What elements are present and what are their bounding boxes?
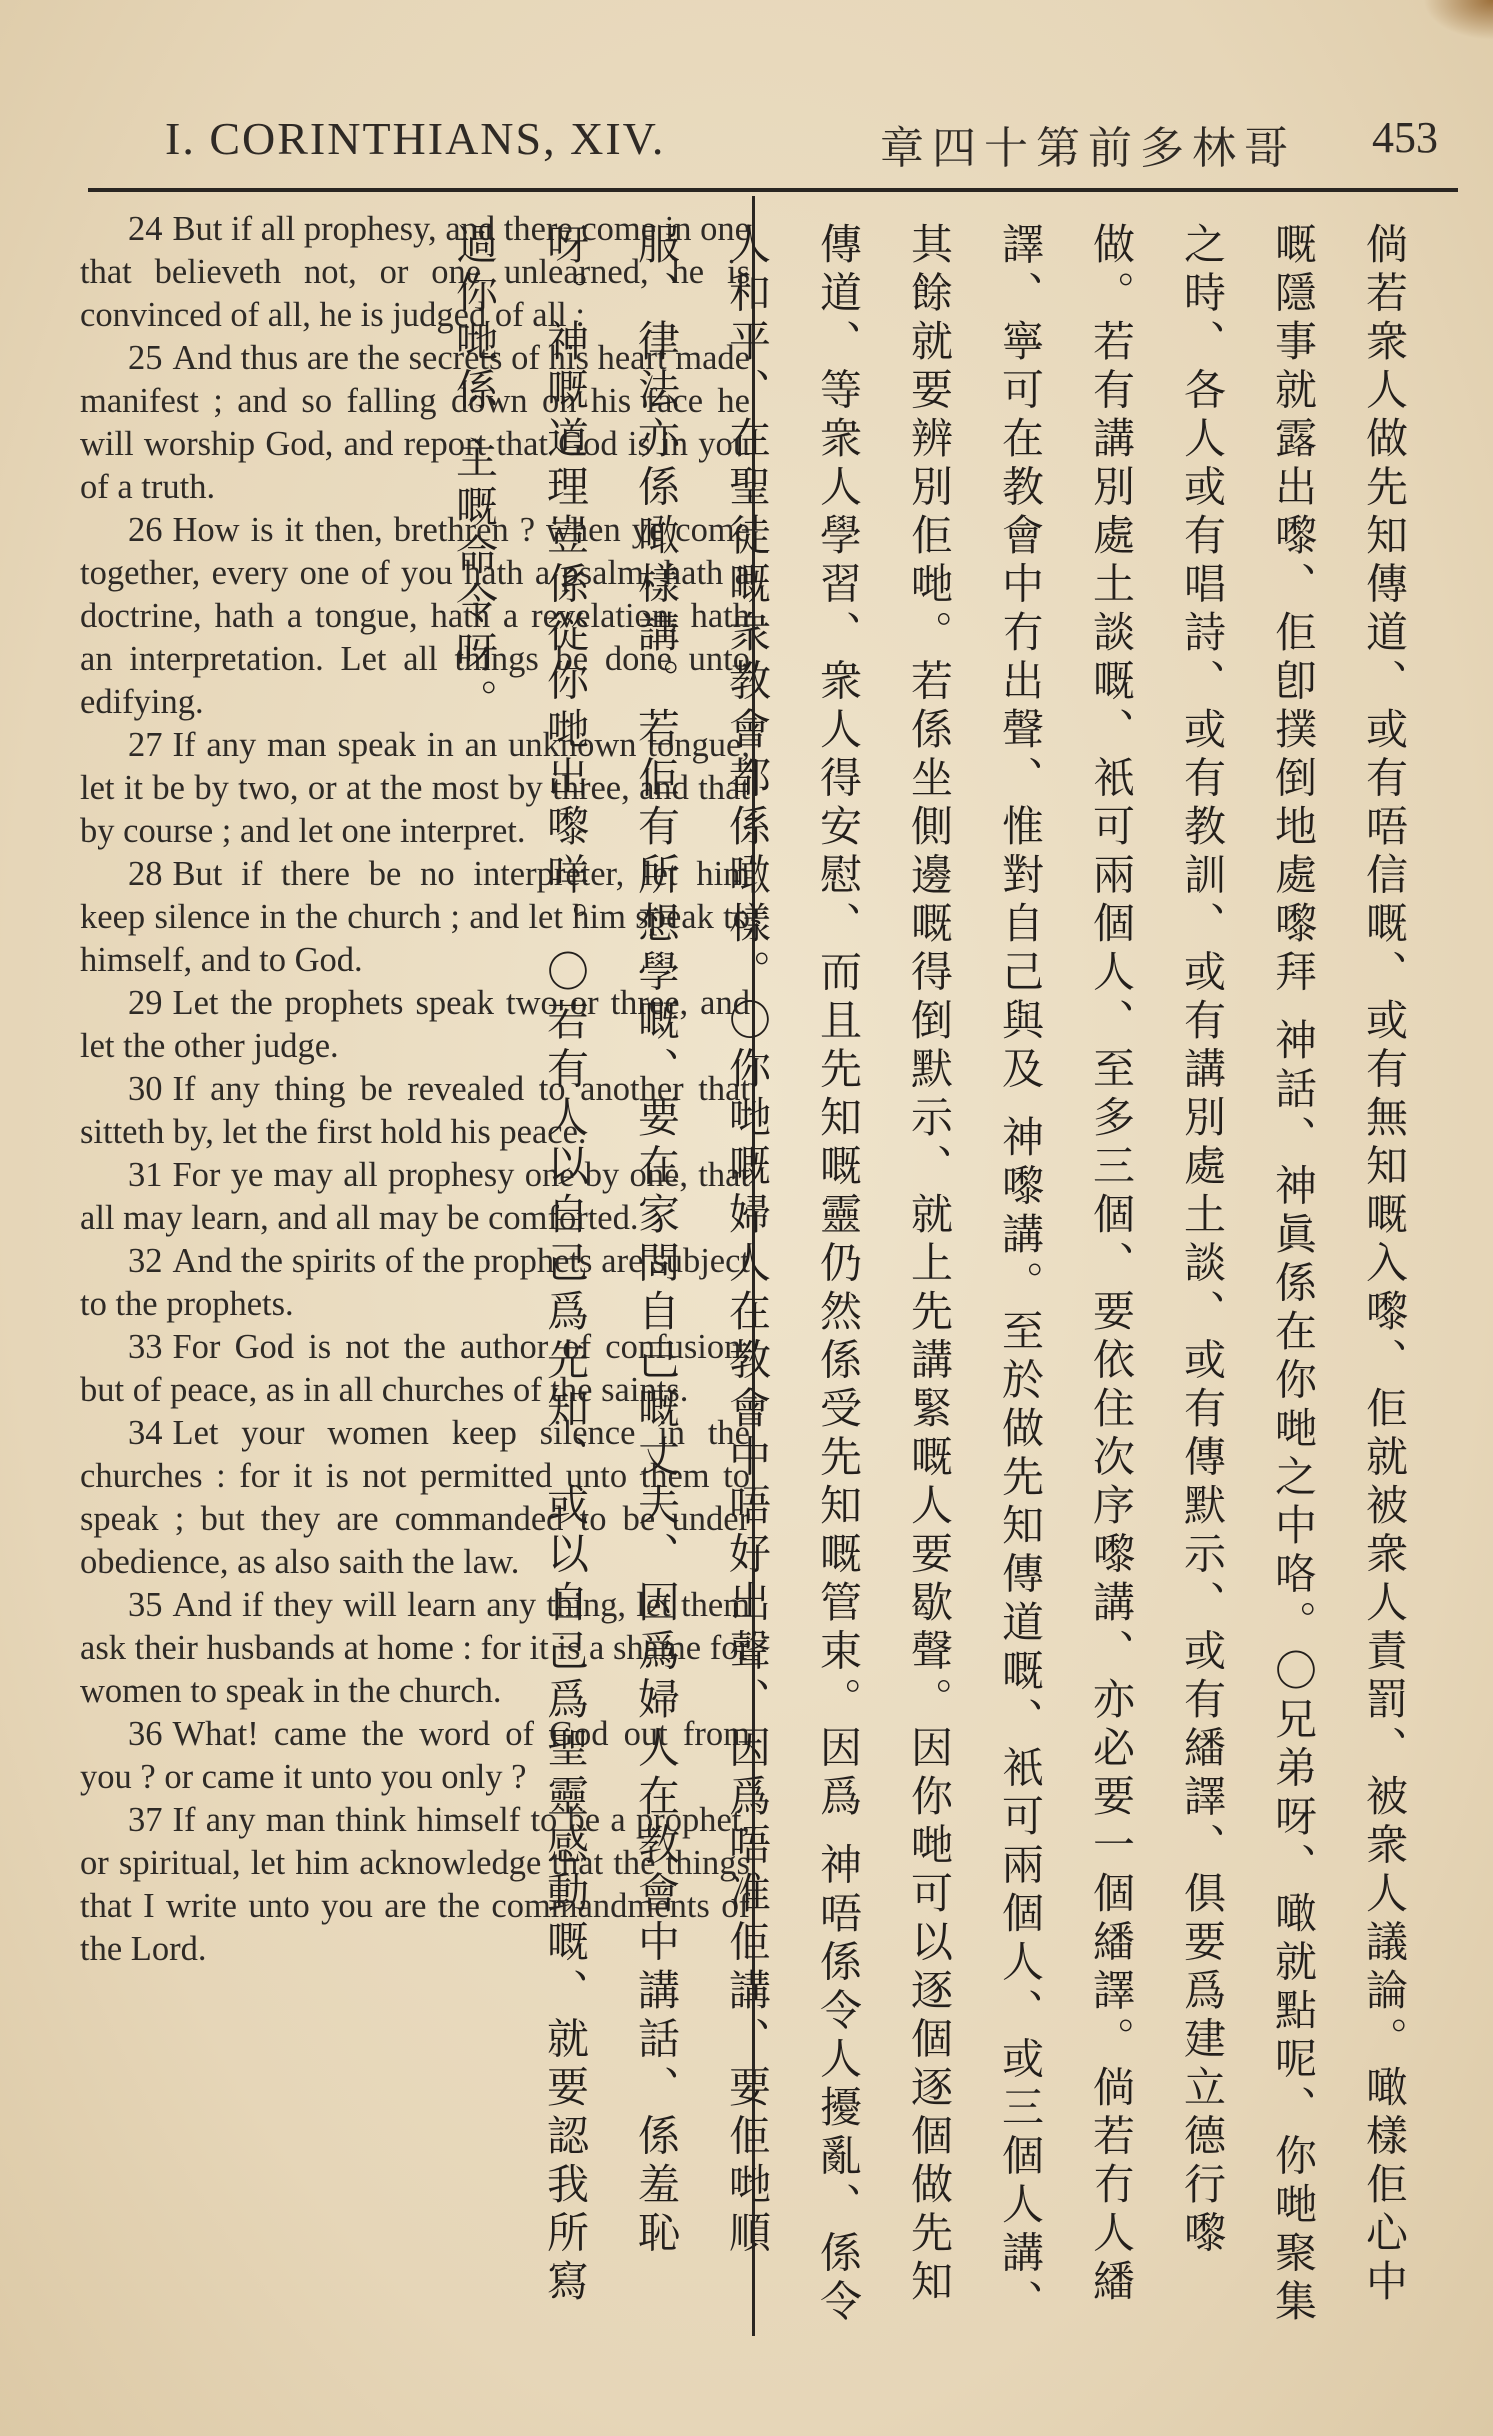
chinese-column: 倘若衆人做先知傳道、或有唔信嘅、或有無知嘅入嚟、佢就被衆人責罰、被衆人議論。噉樣佢心中嘅隱事就露出嚟、佢卽撲倒地處嚟拜 神話、神眞係在你哋之中咯。〇兄弟呀、噉就點呢、你哋聚集之時、各人或有唱詩、或有教訓、或有講別處土談、或有傳默示、或有繙譯、俱要爲建立德行嚟做。若有講別處土談嘅、衹可兩個人、至多三個、要依住次序嚟講、亦必要一個繙譯。倘若冇人繙譯、寧可在教會中冇出聲、惟對自己與及 神嚟講。至於做先知傳道嘅、衹可兩個人、或三個人講、其餘就要辨別佢哋。若係坐側邊嘅得倒默示、就上先講緊嘅人要歇聲。因你哋可以逐個逐個做先知傳道、等衆人學習、衆人得安慰、而且先知嘅靈仍然係受先知嘅管束。因爲 神唔係令人擾亂、係令人和平、在聖徒嘅衆教會都係噉樣。〇你哋嘅婦人在教會中唔好出聲、因爲唔准佢講、要佢哋順服、律法亦係噉樣講。若佢有所想學嘅、要在家問自己嘅丈夫、因爲婦人在教會中講話、係羞恥呀。神嘅道理豈係從你哋出嚟咩。〇若有人以自己爲先知、或以自己爲聖靈感動嘅、就要認我所寫過你哋係 主嘅命令呀。 (450, 222, 1409, 2328)
verse-number: 26 (128, 511, 163, 549)
verse-number: 32 (128, 1242, 163, 1280)
verse-text: And the spirits of the prophets are subject to the prophets. (80, 1242, 750, 1323)
verse-number: 37 (128, 1801, 163, 1839)
verse-number: 33 (128, 1328, 163, 1366)
page-number: 453 (1372, 113, 1438, 162)
verse-number: 25 (128, 339, 163, 377)
verse-text: But if there be no interpreter, let him keep silence in the church ; and let him speak to himself, and to God. (80, 855, 750, 979)
verse-number: 28 (128, 855, 163, 893)
verse-text: What! came the word of God out from you ? or came it unto you only ? (80, 1715, 750, 1796)
verse-number: 30 (128, 1070, 163, 1108)
paper-stain (1423, 0, 1493, 40)
verse-text: For God is not the author of confusion, but of peace, as in all churches of the saints. (80, 1328, 750, 1409)
verse-text: Let the prophets speak two or three, and let the other judge. (80, 984, 750, 1065)
verse-text: If any man think himself to be a prophet, or spiritual, let him acknowledge that the things that I write unto you are the commandments of the Lord. (80, 1801, 750, 1968)
verse-number: 36 (128, 1715, 163, 1753)
verse-number: 31 (128, 1156, 163, 1194)
header-book-title: I. CORINTHIANS, XIV. (165, 113, 666, 164)
header-chinese-title: 章四十第前多林哥 (880, 123, 1296, 174)
verse-number: 34 (128, 1414, 163, 1452)
verse-number: 35 (128, 1586, 163, 1624)
verse-number: 29 (128, 984, 163, 1022)
header-rule (88, 188, 1458, 192)
verse-text: If any man speak in an unknown tongue, let it be by two, or at the most by three, and that by course ; and let one interpret. (80, 726, 750, 850)
verse-number: 24 (128, 210, 163, 248)
verse-text: And thus are the secrets of his heart made manifest ; and so falling down on his face he will worship God, and report that God is in you of a truth. (80, 339, 750, 506)
verse-text: For ye may all prophesy one by one, that all may learn, and all may be comforted. (80, 1156, 750, 1237)
verse-text: If any thing be revealed to another that sitteth by, let the first hold his peace. (80, 1070, 750, 1151)
verse-text: Let your women keep silence in the churches : for it is not permitted unto them to speak ; but they are commanded to be under obedience, as also saith the law. (80, 1414, 750, 1581)
verse-text: How is it then, brethren ? when ye come together, every one of you hath a psalm, hath a doctrine, hath a tongue, hath a revelation, hath an interpretation. Let all things be done unto edifying. (80, 511, 750, 721)
verse-number: 27 (128, 726, 163, 764)
verse-text: But if all prophesy, and there come in one that believeth not, or one unlearned, he is convinced of all, he is judged of all : (80, 210, 750, 334)
verse-text: And if they will learn any thing, let them ask their husbands at home : for it is a shame for women to speak in the church. (80, 1586, 750, 1710)
